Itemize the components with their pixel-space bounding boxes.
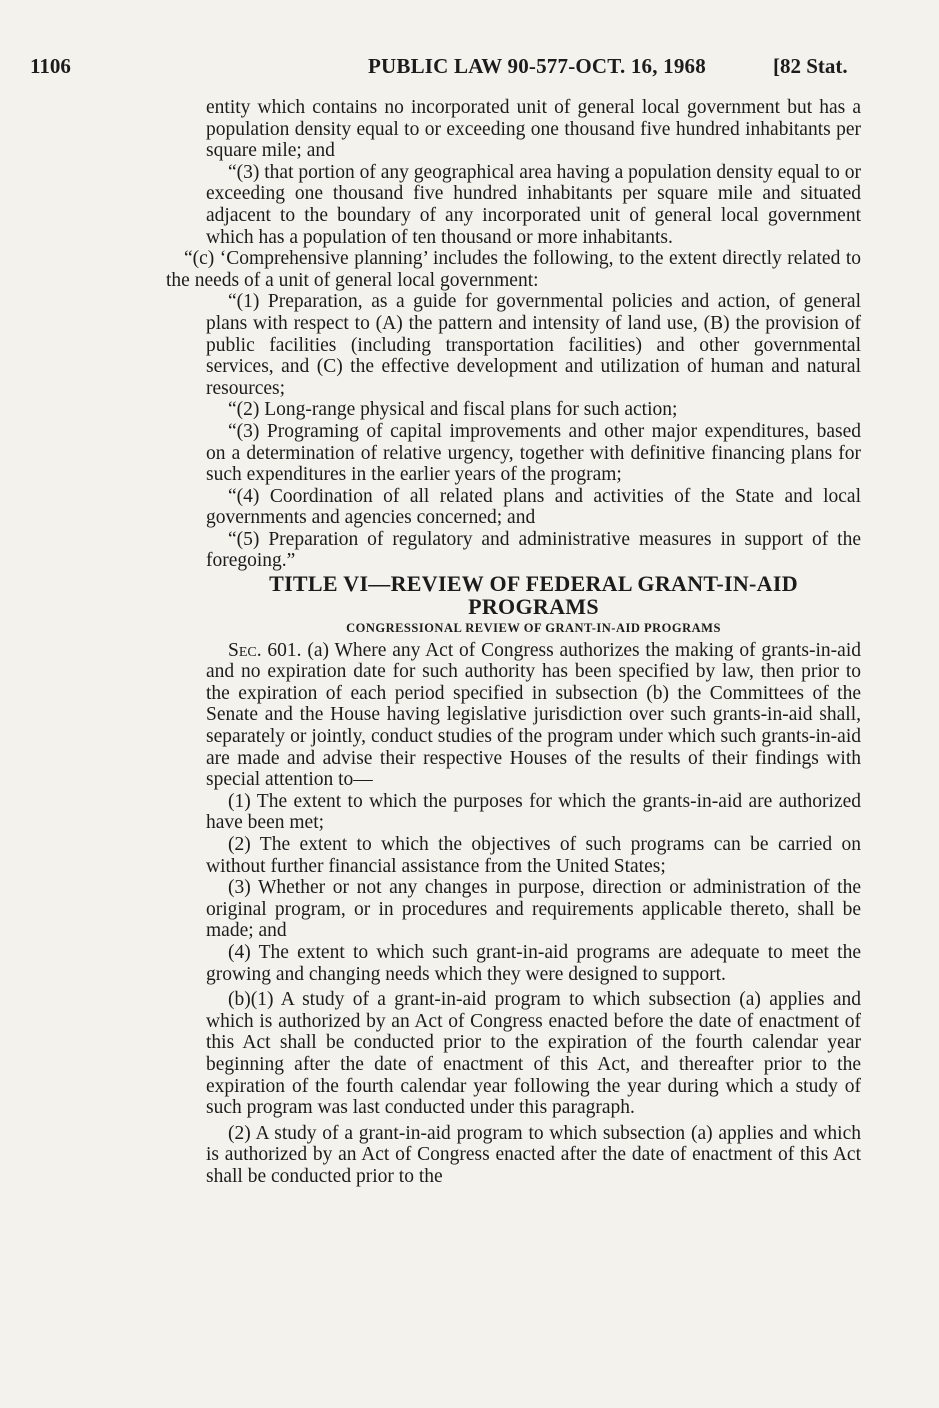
paragraph: (2) A study of a grant-in-aid program to which subsection (a) applies and which is authorized by an Act of Congress enacted after the date of enactment of this Act shall be conducted prior to the: [206, 1122, 861, 1187]
paragraph: “(c) ‘Comprehensive planning’ includes the following, to the extent directly related to the needs of a unit of general local government:: [166, 248, 861, 291]
paragraph-text: (a) Where any Act of Congress authorizes the making of grants-in-aid and no expiration date for such authority has been specified by law, then prior to the expiration of each period specified in subsection (b) the Committees of the Senate and the House having legislative jurisdiction over such grants-in-aid shall, separately or jointly, conduct studies of the program under which such grants-in-aid are made and advise their respective Houses of the results of their findings with special attention to—: [206, 639, 861, 791]
paragraph: (3) Whether or not any changes in purpose, direction or administration of the original program, or in procedures and requirements applicable thereto, shall be made; and: [206, 877, 861, 942]
page-number: 1106: [30, 54, 71, 78]
header-statute-ref: [82 Stat.: [773, 54, 848, 78]
paragraph: (1) The extent to which the purposes for which the grants-in-aid are authorized have been met;: [206, 790, 861, 834]
paragraph: “(3) Programing of capital improvements and other major expenditures, based on a determination of relative urgency, together with definitive financing plans for such expenditures in the earlier years of the program;: [206, 420, 861, 486]
page-body: [166, 97, 861, 1188]
paragraph: “(1) Preparation, as a guide for governmental policies and action, of general plans with respect to (A) the pattern and intensity of land use, (B) the provision of public facilities (including transportation facilities) and other governmental services, and (C) the effective development and utilization of human and natural resources;: [206, 291, 861, 399]
paragraph: entity which contains no incorporated unit of general local government but has a population density equal to or exceeding one thousand five hundred inhabitants per square mile; and: [206, 97, 861, 162]
paragraph: “(2) Long-range physical and fiscal plans for such action;: [228, 399, 678, 421]
running-header: [0, 52, 939, 82]
section-subheading: CONGRESSIONAL REVIEW OF GRANT-IN-AID PROGRAMS: [346, 621, 721, 636]
header-title: PUBLIC LAW 90-577-OCT. 16, 1968: [368, 54, 706, 78]
section-label: Sec. 601.: [228, 639, 302, 661]
paragraph: “(5) Preparation of regulatory and administrative measures in support of the foregoing.”: [206, 528, 861, 572]
paragraph: (4) The extent to which such grant-in-aid programs are adequate to meet the growing and changing needs which they were designed to support.: [206, 941, 861, 985]
paragraph: (b)(1) A study of a grant-in-aid program to which subsection (a) applies and which is authorized by an Act of Congress enacted before the date of enactment of this Act shall be conducted prior to the expiration of the fourth calendar year beginning after the date of enactment of this Act, and thereafter prior to the expiration of the fourth calendar year following the year during which a study of such program was last conducted under this paragraph.: [206, 989, 861, 1119]
paragraph: (2) The extent to which the objectives of such programs can be carried on without further financial assistance from the United States;: [206, 834, 861, 877]
section-601-paragraph: [206, 640, 861, 791]
paragraph: “(4) Coordination of all related plans and activities of the State and local governments and agencies concerned; and: [206, 485, 861, 529]
paragraph: “(3) that portion of any geographical area having a population density equal to or exceeding one thousand five hundred inhabitants per square mile and situated adjacent to the boundary of any incorporated unit of general local government which has a population of ten thousand or more inhabitants.: [206, 161, 861, 248]
title-heading: TITLE VI—REVIEW OF FEDERAL GRANT-IN-AID PROGRAMS: [269, 571, 798, 620]
